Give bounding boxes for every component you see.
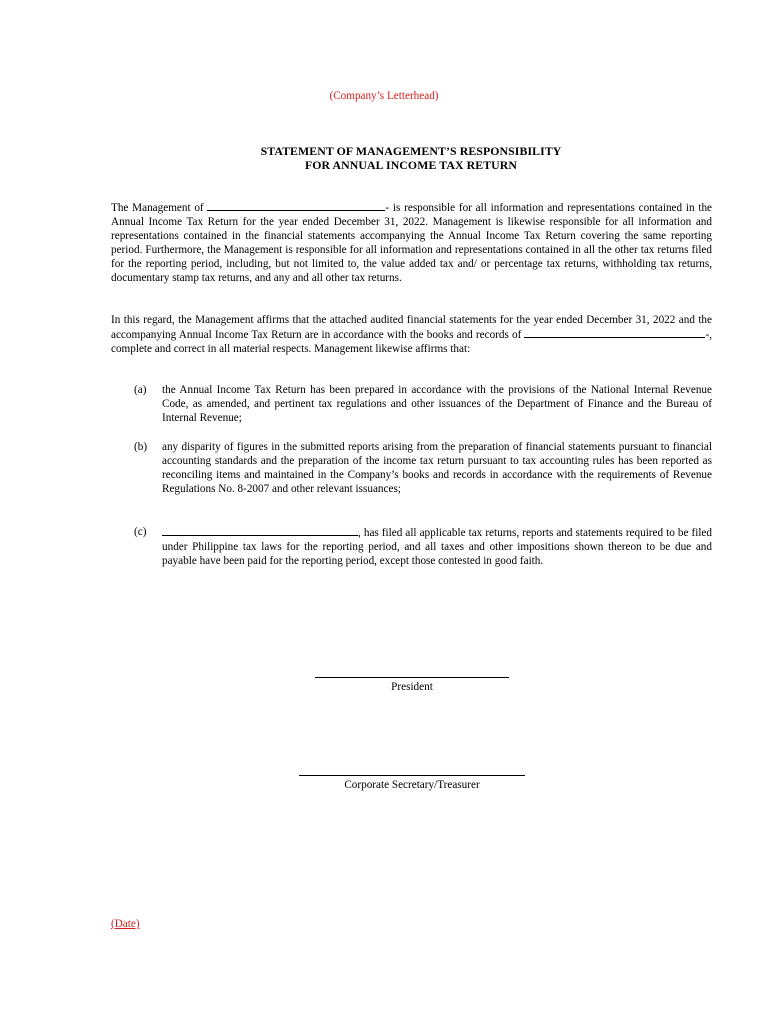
company-name-blank-3: [162, 525, 358, 536]
p2-rest: -, complete and correct in all material respects. Management likewise affirms that:: [111, 329, 712, 355]
paragraph-affirmation: [111, 313, 712, 356]
item-text: , has filed all applicable tax returns, reports and statements required to be filed under Philippine tax laws for the reporting period, and all taxes and other impositions shown thereon to be due and payable have been paid for the reporting period, except those contested in good faith.: [162, 527, 712, 567]
title-line-1: STATEMENT OF MANAGEMENT’S RESPONSIBILITY: [260, 144, 562, 158]
company-name-blank-2: [524, 327, 705, 338]
secretary-signature-block: [299, 775, 525, 792]
document-title: [0, 144, 768, 172]
company-name-blank: [207, 200, 385, 211]
list-item-b: [111, 440, 712, 496]
p2-start: In this regard, the Management affirms that the attached audited financial statements for the year ended December 31, 2022 and the accompanying Annual Income Tax Return are in accordance with the books and records of: [111, 314, 712, 341]
list-item-a: [111, 383, 712, 425]
item-marker: (a): [134, 384, 147, 396]
paragraph-management-responsibility: [111, 200, 712, 285]
item-marker: (b): [134, 441, 148, 453]
list-item-c: [111, 525, 712, 568]
p1-start: The Management of: [111, 202, 208, 214]
date-placeholder: (Date): [111, 918, 140, 930]
secretary-label: Corporate Secretary/Treasurer: [344, 779, 480, 791]
company-letterhead-placeholder: (Company’s Letterhead): [329, 90, 439, 102]
signature-line: [315, 677, 509, 678]
item-marker: (c): [134, 526, 147, 538]
item-text-container: [162, 525, 712, 568]
item-text: any disparity of figures in the submitted reports arising from the preparation of financial statements pursuant to financial accounting standards and the preparation of the income tax return pursuant to tax accounting rules has been reported as reconciling items and maintained in the Company’s books and records in accordance with the requirements of Revenue Regulations No. 8-2007 and other relevant issuances;: [162, 441, 712, 495]
president-label: President: [391, 681, 433, 693]
p1-rest: - is responsible for all information and representations contained in the Annual Income Tax Return for the year ended December 31, 2022. Management is likewise responsible for all information and representations contained in the financial statements accompanying the Annual Income Tax Return covering the same reporting period. Furthermore, the Management is responsible for all information and representations contained in all the other tax returns filed for the reporting period, including, but not limited to, the value added tax and/ or percentage tax returns, withholding tax returns, documentary stamp tax returns, and any and all other tax returns.: [111, 202, 712, 284]
president-signature-block: [315, 677, 509, 694]
item-text: the Annual Income Tax Return has been prepared in accordance with the provisions of the National Internal Revenue Code, as amended, and pertinent tax regulations and other issuances of the Department of Finance and the Bureau of Internal Revenue;: [162, 384, 712, 424]
signature-line: [299, 775, 525, 776]
title-line-2: FOR ANNUAL INCOME TAX RETURN: [304, 158, 518, 172]
